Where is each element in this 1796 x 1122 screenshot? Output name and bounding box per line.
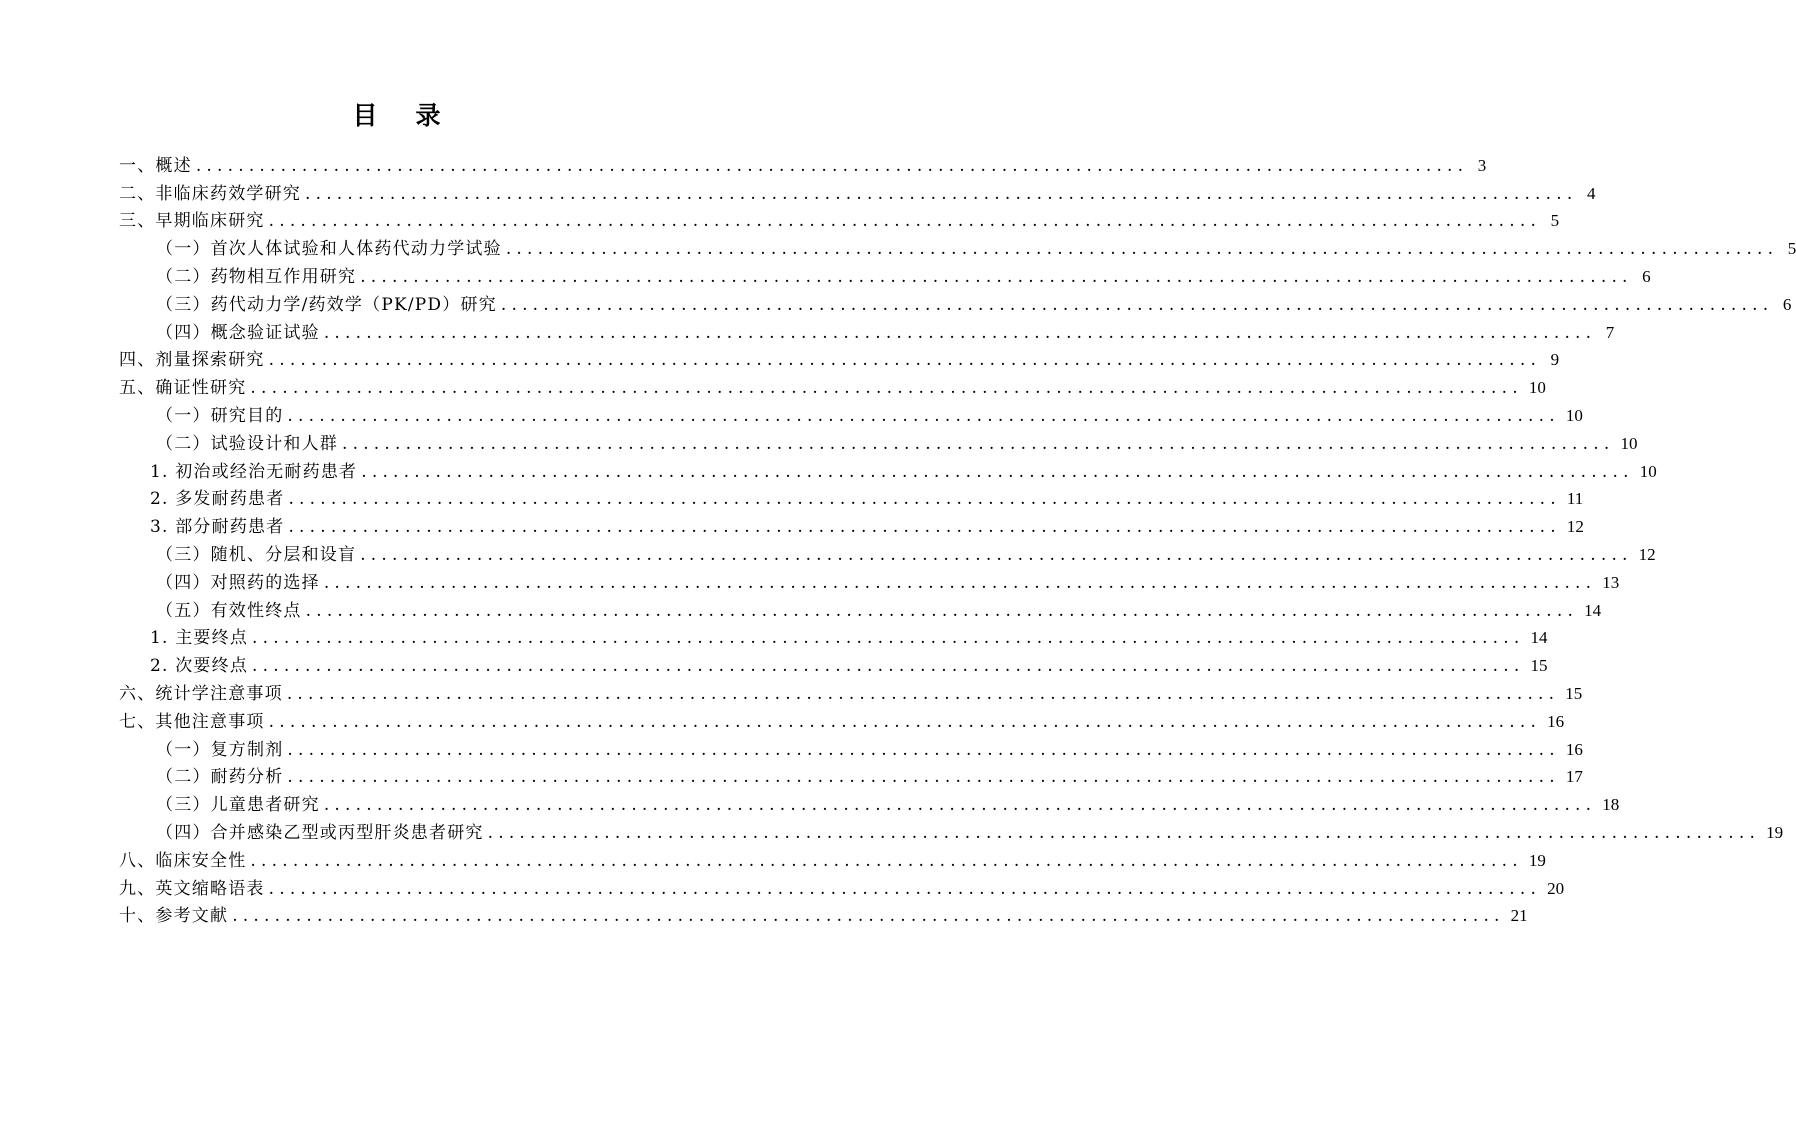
toc-leader-dots: ........................................................................................................................	[342, 433, 1615, 454]
toc-entry-page: 15	[1530, 656, 1548, 676]
toc-leader-dots: ........................................................................................................................	[232, 906, 1505, 927]
toc-entry[interactable]	[119, 539, 1656, 567]
toc-entry[interactable]	[119, 289, 1792, 317]
toc-entry-label: 1. 初治或经治无耐药患者	[150, 461, 358, 482]
toc-leader-dots: ........................................................................................................................	[305, 600, 1579, 621]
toc-entry[interactable]	[119, 762, 1583, 790]
toc-entry[interactable]	[119, 789, 1620, 817]
toc-leader-dots: ........................................................................................................................	[361, 461, 1634, 482]
toc-leader-dots: ........................................................................................................................	[268, 211, 1542, 232]
toc-leader-dots: ........................................................................................................................	[250, 378, 1523, 399]
toc-leader-dots: ........................................................................................................................	[288, 517, 1561, 538]
toc-leader-dots: ........................................................................................................................	[268, 350, 1542, 371]
toc-entry-page: 16	[1547, 711, 1565, 731]
toc-entry-label: （二）耐药分析	[156, 767, 284, 788]
toc-entry[interactable]	[119, 261, 1651, 289]
toc-entry-page: 5	[1787, 239, 1796, 259]
toc-entry-page: 9	[1550, 350, 1560, 370]
toc-entry[interactable]	[119, 372, 1546, 400]
toc-entry-page: 3	[1477, 155, 1487, 175]
toc-entry-label: 2. 多发耐药患者	[150, 489, 285, 510]
toc-entry-label: 一、概述	[119, 155, 192, 176]
toc-entry-label: 九、英文缩略语表	[119, 878, 265, 899]
toc-entry[interactable]	[119, 233, 1796, 261]
toc-entry-label: 三、早期临床研究	[119, 211, 265, 232]
toc-entry-label: 二、非临床药效学研究	[119, 183, 301, 204]
toc-entry[interactable]	[119, 150, 1487, 178]
toc-leader-dots: ........................................................................................................................	[323, 795, 1597, 816]
toc-leader-dots: ........................................................................................................................	[268, 711, 1542, 732]
toc-entry-page: 10	[1639, 461, 1657, 481]
toc-entry-page: 11	[1566, 489, 1584, 509]
title-part-1: 目	[352, 101, 378, 130]
toc-entry-label: 五、确证性研究	[119, 378, 247, 399]
page-title	[0, 96, 793, 132]
toc-entry[interactable]	[119, 873, 1565, 901]
toc-leader-dots: ........................................................................................................................	[287, 405, 1560, 426]
title-part-2: 录	[415, 101, 441, 130]
toc-entry[interactable]	[119, 567, 1620, 595]
toc-entry[interactable]	[119, 511, 1584, 539]
toc-entry-label: （三）儿童患者研究	[156, 795, 320, 816]
toc-leader-dots: ........................................................................................................................	[487, 822, 1761, 843]
toc-entry-label: （三）药代动力学/药效学（PK/PD）研究	[156, 294, 497, 315]
toc-leader-dots: ........................................................................................................................	[360, 266, 1633, 287]
toc-entry-label: 十、参考文献	[119, 906, 229, 927]
toc-entry[interactable]	[119, 206, 1560, 234]
toc-entry-page: 14	[1530, 628, 1548, 648]
toc-entry[interactable]	[119, 650, 1548, 678]
toc-leader-dots: ........................................................................................................................	[287, 767, 1560, 788]
toc-entry-page: 10	[1565, 405, 1583, 425]
toc-entry[interactable]	[119, 345, 1560, 373]
toc-entry-label: （一）首次人体试验和人体药代动力学试验	[156, 239, 502, 260]
toc-leader-dots: ........................................................................................................................	[250, 850, 1523, 871]
toc-entry-page: 12	[1638, 544, 1656, 564]
toc-leader-dots: ........................................................................................................................	[287, 739, 1560, 760]
toc-entry-label: 3. 部分耐药患者	[150, 517, 285, 538]
toc-entry-label: （三）随机、分层和设盲	[156, 544, 357, 565]
toc-entry-page: 10	[1528, 378, 1546, 398]
toc-entry-page: 21	[1510, 906, 1528, 926]
toc-leader-dots: ........................................................................................................................	[323, 322, 1597, 343]
toc-entry-page: 4	[1586, 183, 1596, 203]
toc-entry-page: 13	[1602, 572, 1620, 592]
toc-entry[interactable]	[119, 901, 1528, 929]
toc-entry-page: 14	[1584, 600, 1602, 620]
toc-leader-dots: ........................................................................................................................	[505, 239, 1779, 260]
toc-entry[interactable]	[119, 706, 1565, 734]
toc-entry-page: 6	[1642, 266, 1651, 286]
toc-entry-label: 六、统计学注意事项	[119, 683, 283, 704]
toc-entry-label: （五）有效性终点	[156, 600, 302, 621]
toc-entry[interactable]	[119, 484, 1584, 512]
toc-entry[interactable]	[119, 623, 1548, 651]
toc-entry-page: 7	[1605, 322, 1615, 342]
toc-entry-page: 6	[1782, 294, 1792, 314]
toc-entry-page: 19	[1528, 850, 1546, 870]
toc-entry-label: （二）药物相互作用研究	[156, 266, 357, 287]
toc-entry-page: 19	[1766, 822, 1784, 842]
toc-entry-page: 5	[1550, 211, 1560, 231]
toc-entry[interactable]	[119, 317, 1615, 345]
toc-leader-dots: ........................................................................................................................	[252, 628, 1525, 649]
toc-entry-label: 1. 主要终点	[150, 628, 249, 649]
toc-entry-page: 16	[1565, 739, 1583, 759]
toc-entry[interactable]	[119, 817, 1784, 845]
toc-entry-label: （四）合并感染乙型或丙型肝炎患者研究	[156, 822, 484, 843]
toc-entry-label: 七、其他注意事项	[119, 711, 265, 732]
toc-entry[interactable]	[119, 456, 1657, 484]
toc-entry[interactable]	[119, 400, 1583, 428]
toc-entry-page: 15	[1565, 683, 1583, 703]
toc-leader-dots: ........................................................................................................................	[286, 683, 1560, 704]
toc-entry[interactable]	[119, 845, 1546, 873]
toc-entry-label: （二）试验设计和人群	[156, 433, 338, 454]
toc-entry[interactable]	[119, 678, 1583, 706]
toc-entry[interactable]	[119, 428, 1638, 456]
toc-leader-dots: ........................................................................................................................	[500, 294, 1774, 315]
toc-entry[interactable]	[119, 734, 1583, 762]
toc-entry-page: 17	[1565, 767, 1583, 787]
toc-entry-page: 10	[1620, 433, 1638, 453]
toc-entry-label: （一）复方制剂	[156, 739, 284, 760]
toc-entry-page: 20	[1547, 878, 1565, 898]
toc-leader-dots: ........................................................................................................................	[323, 572, 1597, 593]
toc-entry-label: 四、剂量探索研究	[119, 350, 265, 371]
toc-leader-dots: ........................................................................................................................	[268, 878, 1542, 899]
toc-entry-page: 12	[1566, 517, 1584, 537]
toc-leader-dots: ........................................................................................................................	[252, 656, 1525, 677]
toc-entry-page: 18	[1602, 795, 1620, 815]
toc-entry-label: （一）研究目的	[156, 405, 284, 426]
toc-entry-label: 八、临床安全性	[119, 850, 247, 871]
toc-entry[interactable]	[119, 178, 1596, 206]
toc-entry-label: （四）对照药的选择	[156, 572, 320, 593]
toc-entry-label: 2. 次要终点	[150, 656, 249, 677]
toc-entry-label: （四）概念验证试验	[156, 322, 320, 343]
table-of-contents	[119, 150, 1796, 928]
toc-entry[interactable]	[119, 595, 1602, 623]
toc-leader-dots: ........................................................................................................................	[288, 489, 1561, 510]
toc-leader-dots: ........................................................................................................................	[195, 155, 1469, 176]
toc-leader-dots: ........................................................................................................................	[305, 183, 1578, 204]
toc-leader-dots: ........................................................................................................................	[360, 544, 1633, 565]
